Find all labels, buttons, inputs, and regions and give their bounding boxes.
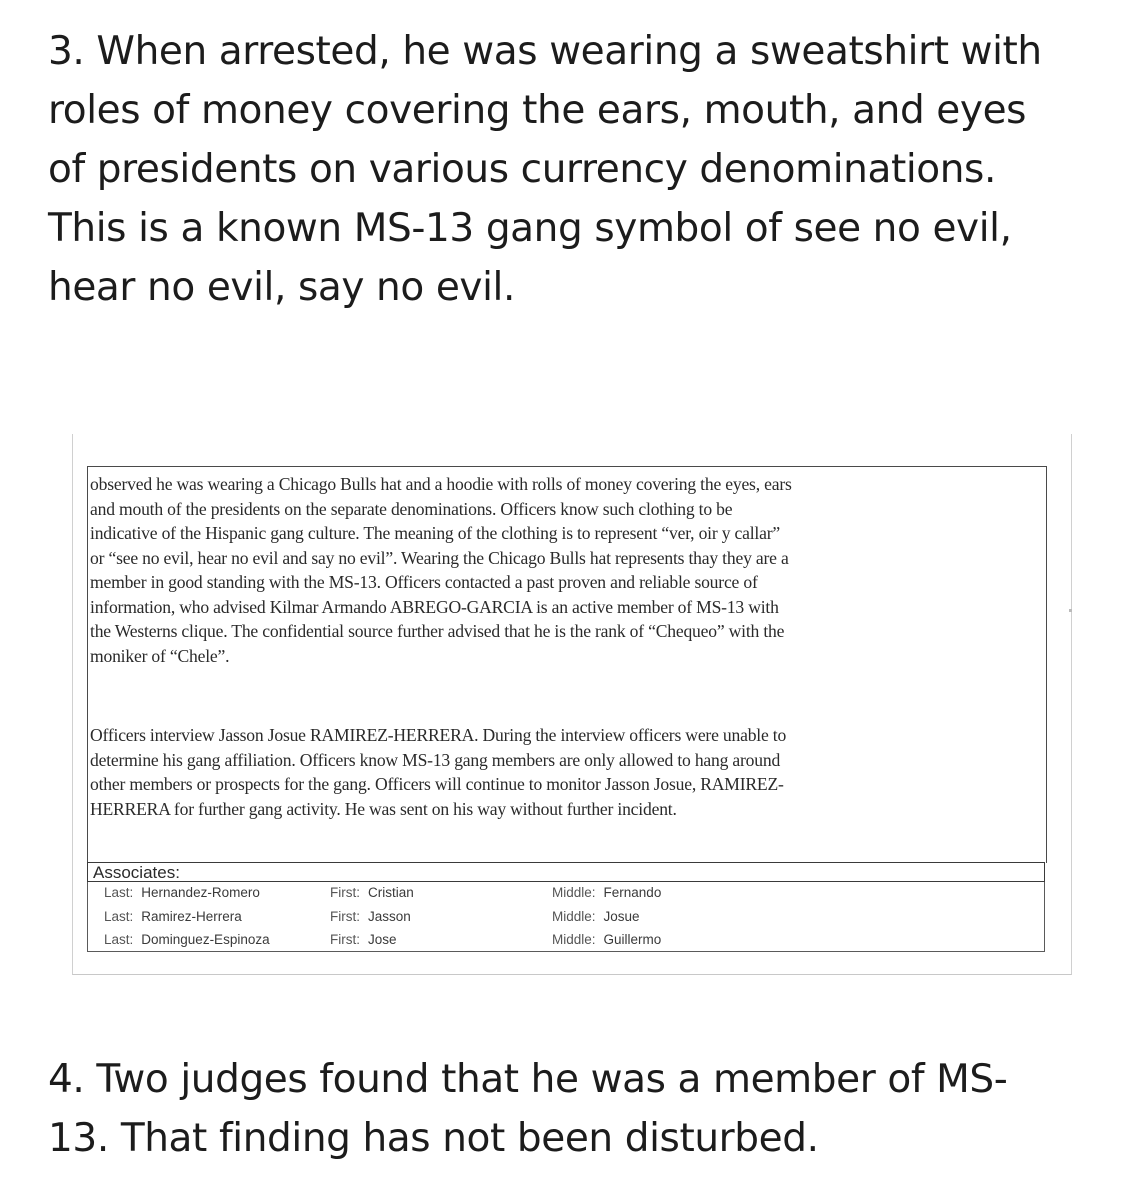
report-line: observed he was wearing a Chicago Bulls hat and a hoodie with rolls of money covering the eyes, ears — [90, 474, 792, 494]
associate-row — [88, 929, 1044, 951]
first-name-label: First: — [330, 909, 360, 924]
first-name-label: First: — [330, 885, 360, 900]
report-line: member in good standing with the MS-13. Officers contacted a past proven and reliable source of — [90, 572, 758, 592]
last-name-value: Hernandez-Romero — [141, 885, 260, 900]
report-line: or “see no evil, hear no evil and say no evil”. Wearing the Chicago Bulls hat represents thay they are a — [90, 547, 789, 568]
first-name-value: Cristian — [368, 885, 414, 900]
last-name-label: Last: — [104, 909, 134, 924]
middle-name-label: Middle: — [552, 885, 596, 900]
post-line: roles of money covering the ears, mouth, and eyes — [48, 88, 1027, 133]
scan-speck — [1069, 609, 1072, 612]
narrative-paragraph-2 — [90, 723, 1050, 821]
post-point-4 — [48, 1050, 1088, 1168]
report-line: other members or prospects for the gang. Officers will continue to monitor Jasson Josue, RAMIREZ- — [90, 774, 784, 794]
associates-table — [87, 882, 1045, 952]
narrative-paragraph-1 — [90, 472, 1050, 668]
post-line: hear no evil, say no evil. — [48, 265, 515, 310]
last-name-value: Dominguez-Espinoza — [141, 932, 270, 947]
middle-name-label: Middle: — [552, 932, 596, 947]
report-line: information, who advised Kilmar Armando ABREGO-GARCIA is an active member of MS-13 with — [90, 596, 779, 617]
middle-name-label: Middle: — [552, 909, 596, 924]
last-name-label: Last: — [104, 885, 134, 900]
post-line: This is a known MS-13 gang symbol of see no evil, — [48, 206, 1012, 251]
middle-name-value: Guillermo — [603, 932, 662, 947]
scanned-report-image — [72, 434, 1072, 975]
post-line: 3. When arrested, he was wearing a sweatshirt with — [48, 29, 1042, 74]
report-line: indicative of the Hispanic gang culture. The meaning of the clothing is to represent “ver, oir y callar” — [90, 523, 780, 543]
last-name-value: Ramirez-Herrera — [141, 909, 242, 924]
associate-row — [88, 882, 1044, 904]
post-line: 4. Two judges found that he was a member of MS- — [48, 1057, 1008, 1102]
report-narrative — [87, 466, 1047, 863]
report-line: and mouth of the presidents on the separate denominations. Officers know such clothing to be — [90, 498, 733, 519]
associates-heading: Associates: — [87, 862, 1045, 882]
first-name-value: Jasson — [368, 909, 411, 924]
report-line: HERRERA for further gang activity. He was sent on his way without further incident. — [90, 798, 677, 819]
middle-name-value: Fernando — [603, 885, 662, 900]
first-name-label: First: — [330, 932, 360, 947]
associate-row — [88, 906, 1044, 928]
post-line: of presidents on various currency denominations. — [48, 147, 996, 192]
post-point-3 — [48, 22, 1088, 317]
report-line: determine his gang affiliation. Officers know MS-13 gang members are only allowed to hang around — [90, 749, 781, 770]
report-line: the Westerns clique. The confidential source further advised that he is the rank of “Chequeo” with the — [90, 621, 785, 641]
middle-name-value: Josue — [603, 909, 640, 924]
first-name-value: Jose — [368, 932, 397, 947]
report-line: moniker of “Chele”. — [90, 645, 230, 666]
last-name-label: Last: — [104, 932, 134, 947]
post-line: 13. That finding has not been disturbed. — [48, 1116, 819, 1161]
report-line: Officers interview Jasson Josue RAMIREZ-HERRERA. During the interview officers were unable to — [90, 725, 787, 745]
